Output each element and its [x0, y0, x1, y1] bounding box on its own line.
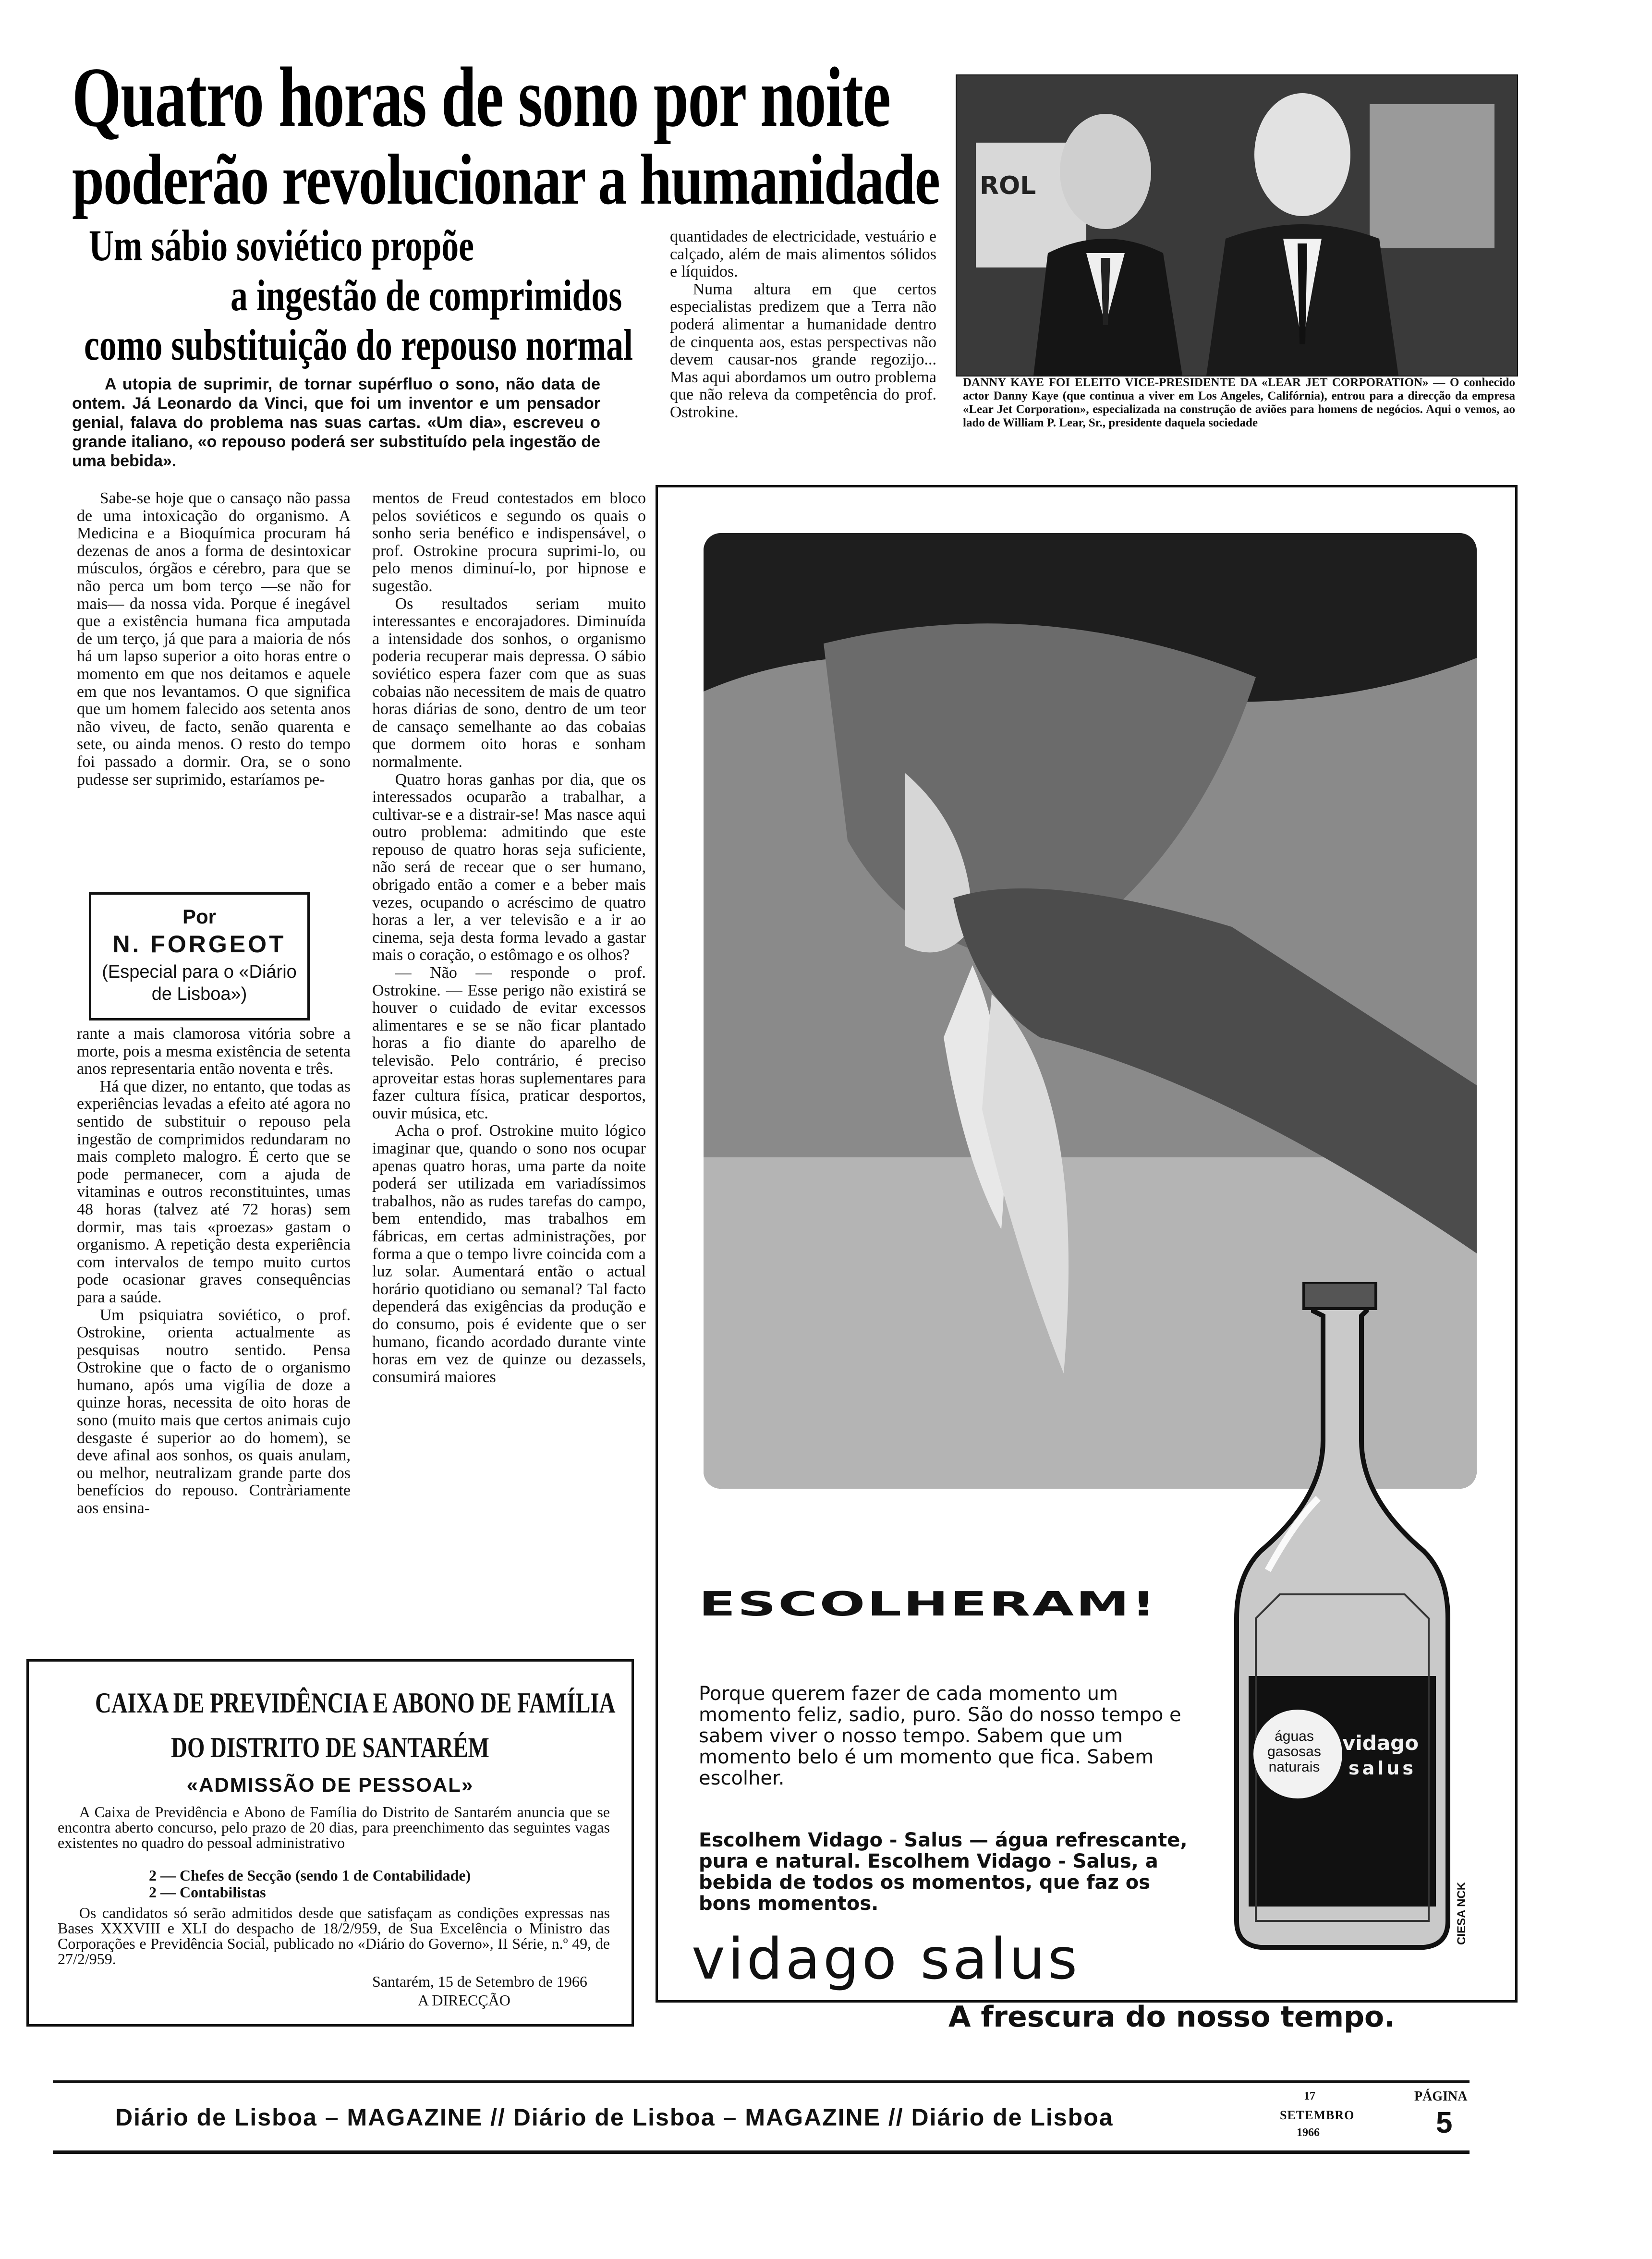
subheadline-line-3: como substituição do repouso normal	[84, 320, 633, 369]
article-column-1-top	[77, 490, 351, 789]
ad-slogan: A frescura do nosso tempo.	[948, 2000, 1396, 2034]
headline-line-2: poderão revolucionar a humanidade	[72, 140, 940, 219]
byline-author: N. FORGEOT	[112, 931, 286, 958]
lead-paragraph	[72, 375, 600, 471]
article-paragraph: Sabe-se hoje que o cansaço não passa de uma intoxicação do organismo. A Medicina e a Bioquímica procuram há dezenas de anos a forma de desintoxicar músculos, órgãos e cérebro, para que se não perca um bom terço —se não for mais— da nossa vida. Porque é inegável que a existência humana fica amputada de um terço, já que para a maioria de nós há um lapso superior a oito horas entre o momento em que nos deitamos e aquele em que nos levantamos. O que significa que um homem falecido aos setenta anos não viveu, de facto, senão quarenta e sete, ou ainda menos. O resto do tempo foi passado a dormir. Ora, se o sono pudesse ser suprimido, estaríamos pe-	[77, 489, 351, 789]
footer-date-month: SETEMBRO	[1280, 2108, 1355, 2122]
article-paragraph: Os resultados seriam muito interessantes e encorajadores. Diminuída a intensidade dos sonhos, o organismo poderia recuperar mais depressa. O sábio soviético espera fazer com que as suas cobaias não necessitem de mais de quatro horas diárias de sono, dentro de um teor de cansaço semelhante ao das cobaias que dormem oito horas e sonham normalmente.	[372, 595, 646, 771]
bottle-label-right-1: vidago	[1342, 1731, 1419, 1755]
footer-page-number: 5	[1436, 2106, 1453, 2139]
article-paragraph: Um psiquiatra soviético, o prof. Ostrokine, orienta actualmente as pesquisas noutro sentido. Pensa Ostrokine que o facto de o organismo humano, após uma vigília de doze a quinze horas, necessita de oito horas de sono (muito mais que certos animais cujo desgaste é superior ao do homem), se deve afinal aos sonhos, os quais anulam, ou melhor, neutralizam grande parte dos benefícios do repouso. Contràriamente aos ensina-	[77, 1306, 351, 1518]
article-paragraph: Numa altura em que certos especialistas predizem que a Terra não poderá alimentar a humanidade dentro de cinquenta aos, estas perspectivas não devem causar-nos grande regozijo... Mas aqui abordamos um outro problema que não releva da competência do prof. Ostrokine.	[670, 280, 936, 421]
footer-rule-top	[53, 2080, 1470, 2083]
bottle-label-left: águas gasosas naturais	[1267, 1728, 1321, 1775]
article-paragraph: Há que dizer, no entanto, que todas as experiências levadas a efeito até agora no sentido de substituir o repouso pela ingestão de comprimidos redundaram no mais completo malogro. É certo que se pode permanecer, com a ajuda de vitaminas e outros reconstituintes, umas 48 horas (talvez até 72 horas) sem dormir, mas tais «proezas» gastam o organismo. A repetição desta experiência com intervalos de tempo muito curtos pode ocasionar graves consequências para a saúde.	[77, 1077, 351, 1306]
vidago-bottle	[1222, 1282, 1462, 1950]
lead-text: A utopia de suprimir, de tornar supérfluo o sono, não data de ontem. Já Leonardo da Vinci, que foi um inventor e um pensador genial, falava do problema nas suas cartas. «Um dia», escreveu o grande italiano, «o repouso poderá ser substituído pela ingestão de uma bebida».	[72, 375, 600, 470]
article-paragraph: quantidades de electricidade, vestuário e calçado, além de mais alimentos sólidos e líquidos.	[670, 228, 936, 281]
notice-signature: A DIRECÇÃO	[418, 1992, 510, 2009]
ad-headline: ESCOLHERAM!	[699, 1585, 1158, 1624]
article-paragraph: — Não — responde o prof. Ostrokine. — Esse perigo não existirá se houver o cuidado de evitar excessos alimentares e se se não ficar plantado horas a fio diante do aparelho de televisão. Pelo contrário, é preciso aproveitar estas horas suplementares para fazer cultura física, praticar desportos, ouvir música, etc.	[372, 964, 646, 1122]
byline-box	[89, 892, 310, 1020]
notice-item-2: 2 — Contabilistas	[149, 1883, 266, 1901]
notice-subtitle: «ADMISSÃO DE PESSOAL»	[186, 1773, 474, 1796]
ad-credit: CIESA NCK	[1455, 1882, 1468, 1945]
news-photo	[956, 74, 1518, 376]
article-paragraph: mentos de Freud contestados em bloco pelos soviéticos e segundo os quais o sonho seria benéfico e indispensável, o prof. Ostrokine procura suprimi-lo, ou pelo menos diminuí-lo, por hipnose e sugestão.	[372, 489, 646, 595]
footer-rule-bottom	[53, 2150, 1470, 2154]
footer-date-year: 1966	[1297, 2126, 1320, 2139]
article-column-1-bottom	[77, 1025, 351, 1518]
article-paragraph: Quatro horas ganhas por dia, que os interessados ocuparão a trabalhar, a cultivar-se e a distrair-se! Mas nasce aqui outro problema: admitindo que este repouso de quatro horas seja suficiente, não será de recear que o ser humano, obrigado então a comer e a beber mais vezes, ocupando o acréscimo de quatro horas a ler, a ver televisão e a ir ao cinema, seja desta forma levado a gastar mais o coração, o estômago e os olhos?	[372, 770, 646, 964]
notice-title-1: CAIXA DE PREVIDÊNCIA E ABONO DE FAMÍLIA	[95, 1687, 616, 1719]
notice-item-1: 2 — Chefes de Secção (sendo 1 de Contabilidade)	[149, 1867, 471, 1884]
article-paragraph: Acha o prof. Ostrokine muito lógico imaginar que, quando o sono nos ocupar apenas quatro horas, uma parte da noite poderá ser utilizada em variadíssimos trabalhos, não as rudes tarefas do campo, bem entendido, mas trabalhos em fábricas, em certas administrações, por forma a que o tempo livre coincida com a luz solar. Aumentará então o actual horário quotidiano ou semanal? Tal facto dependerá das exigências da produção e do consumo, pois é evidente que o ser humano, ficando acordado durante vinte horas em vez de quinze ou dezassels, consumirá maiores	[372, 1122, 646, 1386]
news-photo-image	[957, 75, 1517, 376]
ad-brand: vidago salus	[692, 1926, 1081, 1992]
subheadline-line-2: a ingestão de comprimidos	[231, 271, 622, 320]
ad-paragraph-1: Porque querem fazer de cada momento um momento feliz, sadio, puro. São do nosso tempo e sabem viver o nosso tempo. Sabem que um momento belo é um momento que fica. Sabem escolher.	[699, 1683, 1181, 1789]
notice-paragraph-1: A Caixa de Previdência e Abono de Família do Distrito de Santarém anuncia que se encontra aberto concurso, pelo prazo de 20 dias, para preenchimento das seguintes vagas existentes no quadro do pessoal administrativo	[58, 1803, 610, 1851]
byline-note: (Especial para o «Diário de Lisboa»)	[102, 962, 297, 1004]
footer-date-day: 17	[1304, 2090, 1315, 2102]
byline-por: Por	[182, 905, 216, 928]
photo-caption: DANNY KAYE FOI ELEITO VICE-PRESIDENTE DA «LEAR JET CORPORATION» — O conhecido actor Danny Kaye (que continua a viver em Los Angeles, Califórnia), entrou para a direcção da empresa «Lear Jet Corporation», especializada na construção de aviões para homens de negócios. Aqui o vemos, ao lado de William P. Lear, Sr., presidente daquela sociedade	[963, 376, 1515, 429]
notice-title-2: DO DISTRITO DE SANTARÉM	[171, 1732, 489, 1763]
notice-paragraph-2: Os candidatos só serão admitidos desde que satisfaçam as condições expressas nas Bases XXXVIII e XLI do despacho de 18/2/959, de Sua Excelência o Ministro das Corporações e Previdência Social, publicado no «Diário do Governo», II Série, n.º 49, de 27/2/959.	[58, 1904, 610, 1968]
footer-text: Diário de Lisboa – MAGAZINE // Diário de Lisboa – MAGAZINE // Diário de Lisboa	[115, 2104, 1114, 2131]
ad-paragraph-2: Escolhem Vidago - Salus — água refrescante, pura e natural. Escolhem Vidago - Salus, a bebida de todos os momentos, que faz os bons momentos.	[699, 1829, 1188, 1915]
notice-box	[26, 1659, 634, 2027]
sign-text: ROL	[980, 171, 1036, 200]
headline-line-1: Quatro horas de sono por noite	[72, 49, 890, 145]
article-paragraph: rante a mais clamorosa vitória sobre a morte, pois a mesma existência de setenta anos representaria então noventa e três.	[77, 1025, 351, 1078]
bottle-label-right-2: salus	[1348, 1758, 1416, 1779]
article-column-2	[372, 490, 646, 1386]
footer-page-label: PÁGINA	[1414, 2089, 1468, 2104]
article-column-3	[670, 228, 936, 422]
subheadline-line-1: Um sábio soviético propõe	[89, 221, 474, 270]
notice-date: Santarém, 15 de Setembro de 1966	[372, 1973, 587, 1990]
